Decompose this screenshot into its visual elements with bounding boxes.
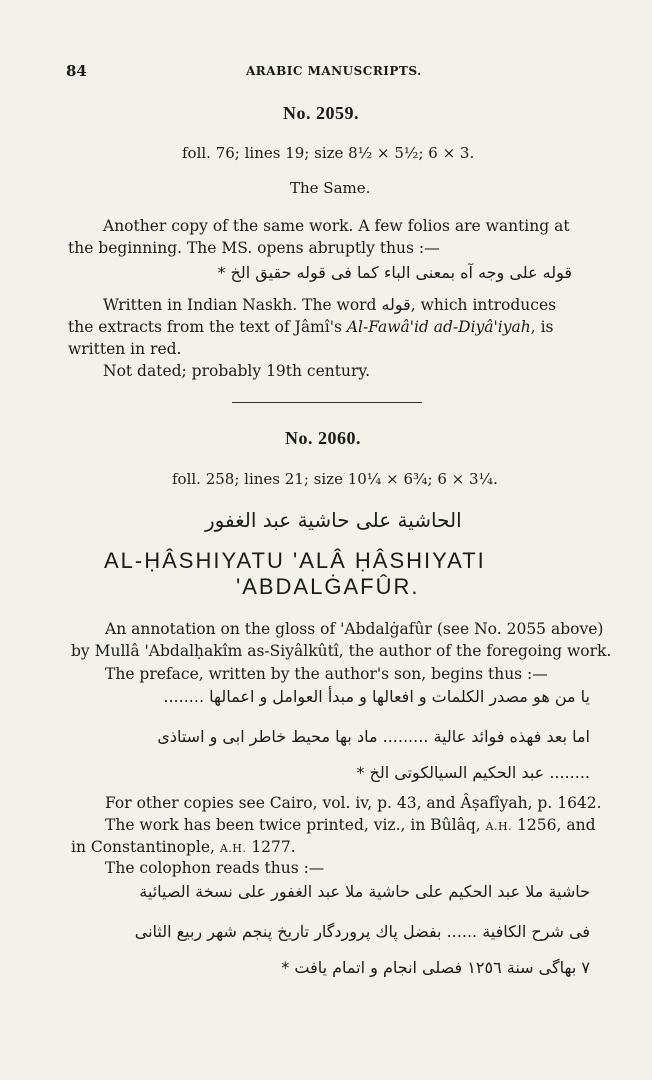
entry-number-2060: No. 2060. xyxy=(285,428,361,448)
entry-2060-p3: For other copies see Cairo, vol. iv, p. 43, and Âṣafîyah, p. 1642. xyxy=(105,794,602,812)
entry-2060-p4-line1: The work has been twice printed, viz., in Bûlâq, A.H. 1256, and xyxy=(105,816,596,834)
preface-arabic-line3: ........ عبد الحكيم السيالكوتى الخ * xyxy=(356,763,590,782)
entry-2059-para1-line2: the beginning. The MS. opens abruptly thus :— xyxy=(68,239,440,257)
entry-2059-para2-line1 xyxy=(103,294,556,316)
entry-2059-para3: Not dated; probably 19th century. xyxy=(103,362,371,380)
entry-2060-p2: The preface, written by the author's son, begins thus :— xyxy=(105,665,548,683)
colophon-line3: ۷ بهاگى سنة ١٢٥٦ فصلى انجام و اتمام يافت * xyxy=(281,958,590,977)
entry-2060-title-line2: 'ABDALĠAFÛR. xyxy=(236,574,420,599)
colophon-line2: فى شرح الكافية ...... بفضل پاك پروردگار تاريخ پنجم شهر ربيع الثانى xyxy=(134,922,590,941)
entry-2059-para2-line2 xyxy=(68,316,554,338)
preface-arabic-line1: يا من هو مصدر الكلمات و افعالها و مبدأ العوامل و اعمالها ........ xyxy=(163,687,590,706)
entry-2060-p1-line2: by Mullâ 'Abdalḥakîm as-Siyâlkûtî, the author of the foregoing work. xyxy=(71,642,612,660)
para2-text-c: the extracts from the text of Jâmî's xyxy=(68,318,347,336)
entry-2059-arabic-quote: قوله على وجه آه بمعنى الباء كما فى قوله حقيق الخ * xyxy=(217,263,572,282)
entry-number-2059: No. 2059. xyxy=(283,103,359,123)
ah-abbrev: A.H. xyxy=(219,842,247,855)
entry-2060-title-line1: AL-ḤÂSHIYATU 'ALÂ ḤÂSHIYATI xyxy=(104,548,486,573)
entry-2060-arabic-title: الحاشية على حاشية عبد الغفور xyxy=(205,508,462,532)
entry-2059-meta: foll. 76; lines 19; size 8½ × 5½; 6 × 3. xyxy=(182,144,475,162)
para2-text-b: , which introduces xyxy=(410,296,557,314)
entry-2059-subtitle: The Same. xyxy=(290,179,371,197)
work-title-italic: Al-Fawâ'id ad-Diyâ'iyah xyxy=(346,318,531,336)
colophon-line1: حاشية ملا عبد الحكيم على حاشية ملا عبد الغفور على نسخة الصيائية xyxy=(139,882,590,901)
entry-2060-p4-line2: in Constantinople, A.H. 1277. xyxy=(71,838,296,856)
preface-arabic-line2: اما بعد فهذه فوائد عالية ......... ماد بها محيط خاطر ابى و استاذى xyxy=(157,727,590,746)
ah-abbrev: A.H. xyxy=(485,820,513,833)
entry-2059-para2-line3: written in red. xyxy=(68,340,182,358)
entry-2060-p1-line1: An annotation on the gloss of 'Abdalġafûr (see No. 2055 above) xyxy=(105,620,604,638)
section-divider xyxy=(232,402,422,403)
arabic-word: قوله xyxy=(381,295,411,314)
entry-2060-p5: The colophon reads thus :— xyxy=(105,859,325,877)
para2-text-d: , is xyxy=(530,318,554,336)
para2-text-a: Written in Indian Naskh. The word xyxy=(103,296,382,314)
page-number: 84 xyxy=(66,62,87,80)
entry-2060-meta: foll. 258; lines 21; size 10¼ × 6¾; 6 × 3¼. xyxy=(172,470,498,488)
entry-2059-para1-line1: Another copy of the same work. A few folios are wanting at xyxy=(103,217,570,235)
running-title: ARABIC MANUSCRIPTS. xyxy=(246,64,422,78)
